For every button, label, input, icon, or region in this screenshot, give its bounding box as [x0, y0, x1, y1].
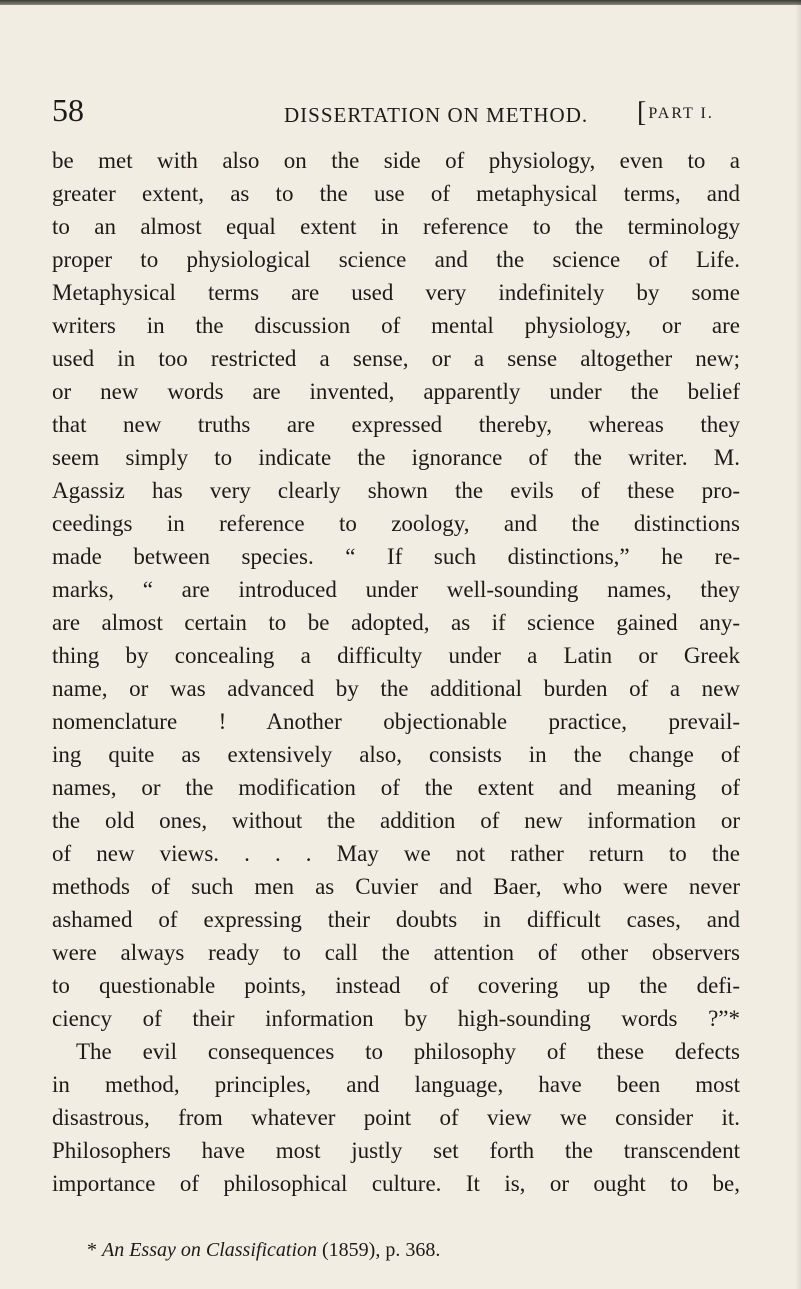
text-line: were always ready to call the attention of other observers: [52, 940, 740, 965]
text-line: to an almost equal extent in reference to the terminology: [52, 214, 740, 239]
body-text: [52, 144, 740, 1200]
text-line: greater extent, as to the use of metaphysical terms, and: [52, 181, 740, 206]
running-head: [52, 80, 740, 130]
text-line: be met with also on the side of physiology, even to a: [52, 148, 740, 173]
text-line: used in too restricted a sense, or a sense altogether new;: [52, 346, 740, 371]
text-line: to questionable points, instead of covering up the defi-: [52, 973, 740, 998]
text-line: seem simply to indicate the ignorance of the writer. M.: [52, 445, 740, 470]
footnote: [52, 1237, 740, 1263]
text-line: or new words are invented, apparently under the belief: [52, 379, 740, 404]
text-line: disastrous, from whatever point of view we consider it.: [52, 1105, 740, 1130]
footnote-marker: *: [87, 1239, 102, 1261]
text-line: made between species. “ If such distinctions,” he re-: [52, 544, 740, 569]
footnote-book-title: An Essay on Classification: [102, 1239, 317, 1261]
text-line: Metaphysical terms are used very indefinitely by some: [52, 280, 740, 305]
text-line: Agassiz has very clearly shown the evils of these pro-: [52, 478, 740, 503]
part-label: [637, 99, 714, 128]
paragraph-start-line: The evil consequences to philosophy of these defects: [76, 1039, 740, 1064]
top-edge-rule: [0, 0, 801, 5]
text-line: writers in the discussion of mental physiology, or are: [52, 313, 740, 338]
part-bracket: [: [637, 97, 647, 128]
text-line: ceedings in reference to zoology, and the distinctions: [52, 511, 740, 536]
page-edge-shadow: [795, 0, 801, 1289]
text-line: that new truths are expressed thereby, whereas they: [52, 412, 740, 437]
text-line: nomenclature ! Another objectionable practice, prevail-: [52, 709, 740, 734]
text-line: Philosophers have most justly set forth the transcendent: [52, 1138, 740, 1163]
text-line: methods of such men as Cuvier and Baer, who were never: [52, 874, 740, 899]
book-page: [52, 80, 740, 1263]
text-line: are almost certain to be adopted, as if science gained any-: [52, 610, 740, 635]
footnote-citation: (1859), p. 368.: [317, 1239, 441, 1261]
text-line: importance of philosophical culture. It is, or ought to be,: [52, 1171, 740, 1196]
text-line: ciency of their information by high-sounding words ?”*: [52, 1006, 740, 1031]
text-line: names, or the modification of the extent and meaning of: [52, 775, 740, 800]
text-line: the old ones, without the addition of new information or: [52, 808, 740, 833]
text-line: ing quite as extensively also, consists in the change of: [52, 742, 740, 767]
text-line: thing by concealing a difficulty under a Latin or Greek: [52, 643, 740, 668]
text-line: proper to physiological science and the science of Life.: [52, 247, 740, 272]
text-line: name, or was advanced by the additional burden of a new: [52, 676, 740, 701]
part-text: PART I.: [648, 105, 714, 122]
text-line: ashamed of expressing their doubts in difficult cases, and: [52, 907, 740, 932]
running-title: DISSERTATION ON METHOD.: [284, 103, 589, 127]
page-number: 58: [52, 92, 84, 128]
text-line: in method, principles, and language, have been most: [52, 1072, 740, 1097]
text-line: marks, “ are introduced under well-sounding names, they: [52, 577, 740, 602]
text-line: of new views. . . . May we not rather return to the: [52, 841, 740, 866]
